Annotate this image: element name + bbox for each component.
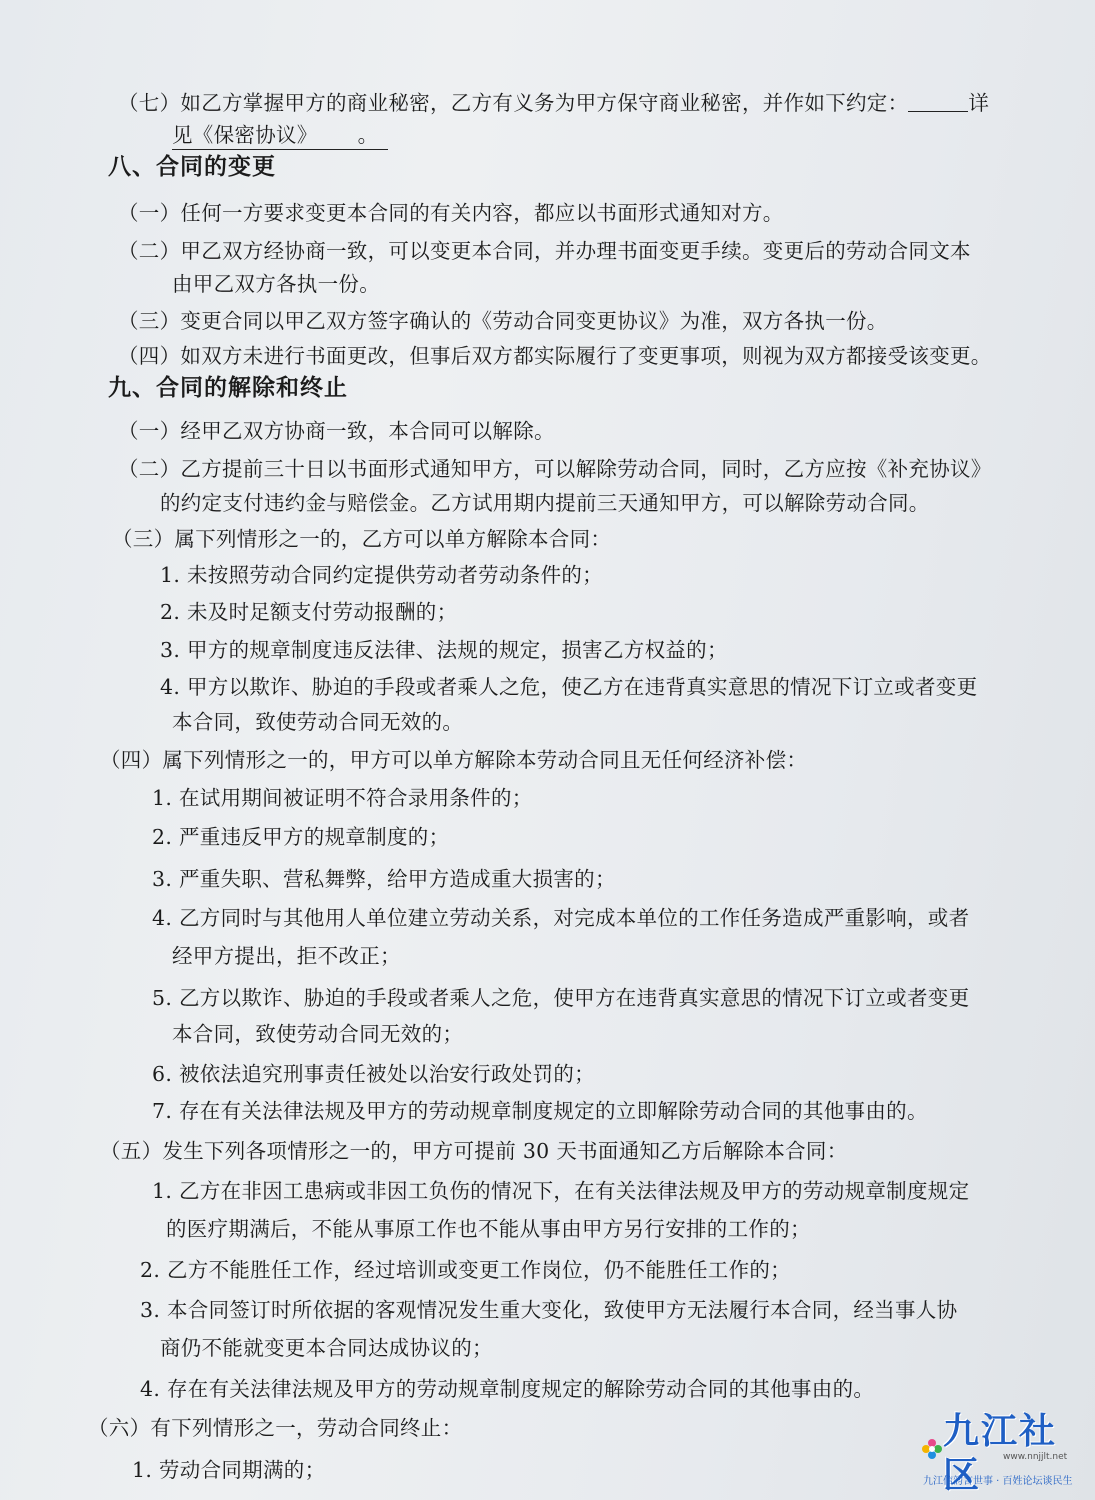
clause-8-3: （三）变更合同以甲乙双方签字确认的《劳动合同变更协议》为准，双方各执一份。 (118, 309, 888, 333)
clause-9-3-item-1: 1. 未按照劳动合同约定提供劳动者劳动条件的； (160, 563, 603, 587)
clause-9-5-item-1-line-2: 的医疗期满后，不能从事原工作也不能从事由甲方另行安排的工作的； (166, 1217, 811, 1241)
clause-8-1: （一）任何一方要求变更本合同的有关内容，都应以书面形式通知对方。 (118, 201, 784, 225)
section-9-heading: 九、合同的解除和终止 (108, 375, 348, 401)
clause-9-4-item-4-line-1: 4. 乙方同时与其他用人单位建立劳动关系，对完成本单位的工作任务造成严重影响，或者 (152, 906, 970, 930)
clause-9-6-item-1: 1. 劳动合同期满的； (132, 1458, 326, 1482)
clause-9-4-item-4-line-2: 经甲方提出，拒不改正； (172, 944, 401, 968)
clause-9-5-item-3-line-1: 3. 本合同签订时所依据的客观情况发生重大变化，致使甲方无法履行本合同，经当事人协 (140, 1298, 958, 1322)
clause-9-6-intro: （六）有下列情形之一，劳动合同终止： (88, 1416, 463, 1440)
clause-7-text: （七）如乙方掌握甲方的商业秘密，乙方有义务为甲方保守商业秘密，并作如下约定： (118, 91, 909, 115)
fill-blank (908, 91, 968, 112)
clause-7-tail: 详 (968, 91, 990, 115)
clause-9-4-item-5-line-2: 本合同，致使劳动合同无效的； (172, 1022, 464, 1046)
clause-9-3-item-3: 3. 甲方的规章制度违反法律、法规的规定，损害乙方权益的； (160, 638, 728, 662)
clause-9-4-item-6: 6. 被依法追究刑事责任被处以治安行政处罚的； (152, 1062, 595, 1086)
logo-tagline: 九江信韵言世事 · 百姓论坛谈民生 (923, 1476, 1073, 1487)
clause-8-2-line-2: 由甲乙双方各执一份。 (172, 272, 380, 296)
clause-9-4-item-1: 1. 在试用期间被证明不符合录用条件的； (152, 786, 533, 810)
clause-9-5-intro: （五）发生下列各项情形之一的，甲方可提前 30 天书面通知乙方后解除本合同： (100, 1139, 848, 1163)
clause-9-2-line-1: （二）乙方提前三十日以书面形式通知甲方，可以解除劳动合同，同时，乙方应按《补充协议》 (118, 457, 992, 481)
clause-8-4: （四）如双方未进行书面更改，但事后双方都实际履行了变更事项，则视为双方都接受该变更。 (118, 344, 992, 368)
clause-9-3-intro: （三）属下列情形之一的，乙方可以单方解除本合同： (112, 527, 612, 551)
logo-title: 九江社区 (943, 1411, 1058, 1496)
clause-8-2-line-1: （二）甲乙双方经协商一致，可以变更本合同，并办理书面变更手续。变更后的劳动合同文本 (118, 239, 971, 263)
clause-9-5-item-3-line-2: 商仍不能就变更本合同达成协议的； (160, 1336, 493, 1360)
clause-9-4-item-3: 3. 严重失职、营私舞弊，给甲方造成重大损害的； (152, 867, 616, 891)
clause-9-4-item-5-line-1: 5. 乙方以欺诈、胁迫的手段或者乘人之危，使甲方在违背真实意思的情况下订立或者变更 (152, 986, 970, 1010)
clause-7-line-2 (172, 120, 388, 150)
site-watermark-logo (921, 1410, 1081, 1496)
logo-url: www.nnjjlt.net (1003, 1452, 1068, 1462)
clause-7-line-1 (118, 88, 989, 118)
clause-9-5-item-4: 4. 存在有关法律法规及甲方的劳动规章制度规定的解除劳动合同的其他事由的。 (140, 1377, 875, 1401)
clause-9-1: （一）经甲乙双方协商一致，本合同可以解除。 (118, 419, 555, 443)
clause-9-3-item-4-line-1: 4. 甲方以欺诈、胁迫的手段或者乘人之危，使乙方在违背真实意思的情况下订立或者变更 (160, 675, 978, 699)
clause-9-5-item-2: 2. 乙方不能胜任工作，经过培训或变更工作岗位，仍不能胜任工作的； (140, 1258, 791, 1282)
clause-9-5-item-1-line-1: 1. 乙方在非因工患病或非因工负伤的情况下，在有关法律法规及甲方的劳动规章制度规定 (152, 1179, 970, 1203)
clause-9-3-item-4-line-2: 本合同，致使劳动合同无效的。 (172, 710, 464, 734)
clause-9-3-item-2: 2. 未及时足额支付劳动报酬的； (160, 600, 458, 624)
confidentiality-agreement-ref: 见《保密协议》 。 (172, 123, 388, 150)
section-8-heading: 八、合同的变更 (108, 154, 276, 180)
flower-icon (921, 1438, 943, 1460)
clause-9-4-item-2: 2. 严重违反甲方的规章制度的； (152, 825, 450, 849)
clause-9-4-item-7: 7. 存在有关法律法规及甲方的劳动规章制度规定的立即解除劳动合同的其他事由的。 (152, 1099, 928, 1123)
clause-9-2-line-2: 的约定支付违约金与赔偿金。乙方试用期内提前三天通知甲方，可以解除劳动合同。 (160, 491, 930, 515)
clause-9-4-intro: （四）属下列情形之一的，甲方可以单方解除本劳动合同且无任何经济补偿： (100, 748, 808, 772)
